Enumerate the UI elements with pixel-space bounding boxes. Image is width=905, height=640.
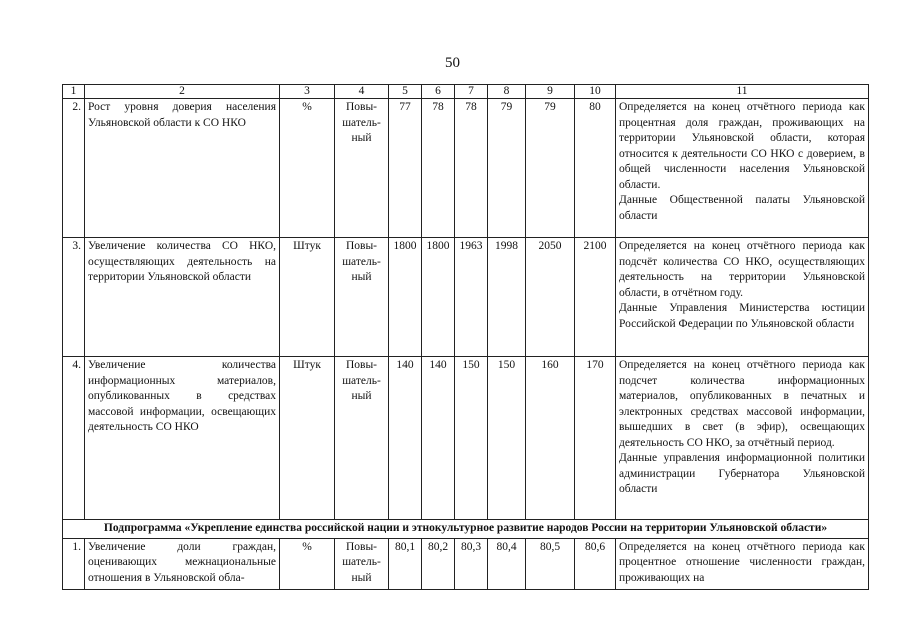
source-text: Данные Управления Министерства юстиции Российской Федерации по Ульяновской области (619, 302, 865, 330)
method-text: Определяется на конец отчётного периода как подсчет количества информационных материалов, опубликованных в печатных и электронных средствах массовой информации, вышедших в свет (в эфир), освещающих деятельность СО НКО, за отчётный период. (619, 359, 865, 449)
value-cell: 140 (389, 357, 422, 520)
value-cell: 80,1 (389, 538, 422, 589)
table-row (63, 99, 869, 238)
unit-cell: % (280, 538, 335, 589)
header-cell: 6 (422, 85, 455, 99)
row-number: 1. (63, 538, 85, 589)
value-cell: 170 (575, 357, 616, 520)
header-cell: 5 (389, 85, 422, 99)
value-cell: 80,2 (422, 538, 455, 589)
header-cell: 8 (488, 85, 526, 99)
value-cell: 80,3 (455, 538, 488, 589)
header-cell: 9 (526, 85, 575, 99)
value-cell: 1800 (422, 238, 455, 357)
value-cell: 1998 (488, 238, 526, 357)
indicator-name: Увеличение количества СО НКО, осуществляющих деятельность на территории Ульяновской области (85, 238, 280, 357)
indicator-name: Рост уровня доверия населения Ульяновской области к СО НКО (85, 99, 280, 238)
page-number: 50 (445, 55, 460, 71)
method-text: Определяется на конец отчётного периода как процентная доля граждан, проживающих на территории Ульяновской области, которая относится к деятельности СО НКО с доверием, в общей численности населения Ульяновской области. (619, 101, 865, 191)
unit-cell: % (280, 99, 335, 238)
type-cell: Повы-шатель-ный (335, 538, 389, 589)
value-cell: 150 (488, 357, 526, 520)
header-cell: 10 (575, 85, 616, 99)
value-cell: 78 (455, 99, 488, 238)
type-cell: Повы-шатель-ный (335, 357, 389, 520)
source-text: Данные управления информационной политики администрации Губернатора Ульяновской области (619, 452, 865, 495)
value-cell: 80,6 (575, 538, 616, 589)
header-cell: 2 (85, 85, 280, 99)
value-cell: 80,5 (526, 538, 575, 589)
table-row (63, 238, 869, 357)
indicator-name: Увеличение количества информационных материалов, опубликованных в средствах массовой информации, освещающих деятельность СО НКО (85, 357, 280, 520)
header-row (63, 85, 869, 99)
value-cell: 80 (575, 99, 616, 238)
value-cell: 80,4 (488, 538, 526, 589)
source-text: Данные Общественной палаты Ульяновской области (619, 194, 865, 222)
value-cell: 2050 (526, 238, 575, 357)
value-cell: 79 (488, 99, 526, 238)
row-number: 2. (63, 99, 85, 238)
header-cell: 7 (455, 85, 488, 99)
value-cell: 150 (455, 357, 488, 520)
header-cell: 3 (280, 85, 335, 99)
method-cell (616, 238, 869, 357)
value-cell: 1800 (389, 238, 422, 357)
unit-cell: Штук (280, 238, 335, 357)
subprogram-row (63, 520, 869, 539)
value-cell: 1963 (455, 238, 488, 357)
header-cell: 11 (616, 85, 869, 99)
method-text: Определяется на конец отчётного периода как подсчёт количества СО НКО, осуществляющих деятельность на территории Ульяновской области, в отчётном году. (619, 240, 865, 299)
table-row (63, 538, 869, 589)
unit-cell: Штук (280, 357, 335, 520)
value-cell: 160 (526, 357, 575, 520)
method-cell (616, 99, 869, 238)
indicator-name: Увеличение доли граждан, оценивающих межнациональные отношения в Ульяновской обла- (85, 538, 280, 589)
header-cell: 1 (63, 85, 85, 99)
type-cell: Повы-шатель-ный (335, 238, 389, 357)
method-cell (616, 357, 869, 520)
type-cell: Повы-шатель-ный (335, 99, 389, 238)
value-cell: 140 (422, 357, 455, 520)
value-cell: 77 (389, 99, 422, 238)
value-cell: 78 (422, 99, 455, 238)
value-cell: 2100 (575, 238, 616, 357)
subprogram-title: Подпрограмма «Укрепление единства российской нации и этнокультурное развитие народов России на территории Ульяновской области» (63, 520, 869, 539)
value-cell: 79 (526, 99, 575, 238)
row-number: 3. (63, 238, 85, 357)
method-text: Определяется на конец отчётного периода как процентное отношение численности граждан, проживающих на (616, 538, 869, 589)
row-number: 4. (63, 357, 85, 520)
header-cell: 4 (335, 85, 389, 99)
indicators-table (62, 84, 869, 590)
table-row (63, 357, 869, 520)
